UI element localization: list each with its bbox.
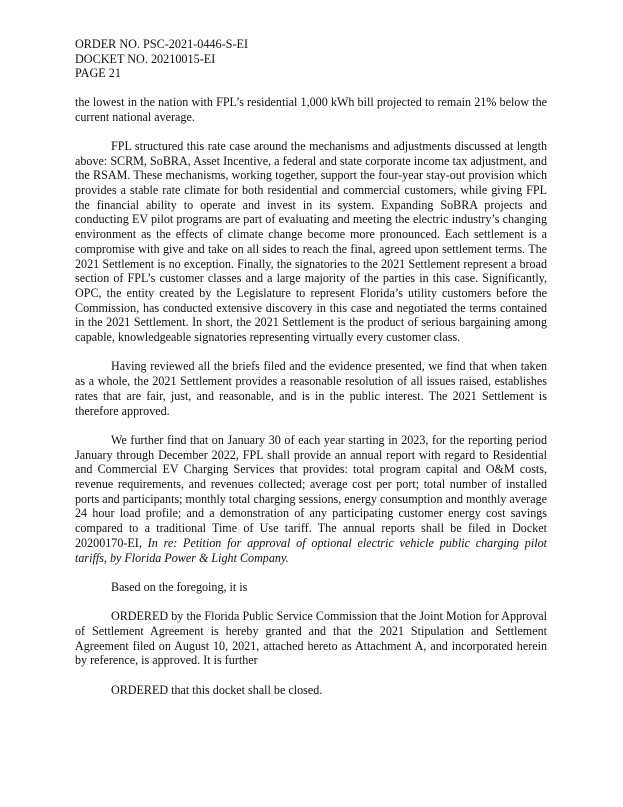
document-body xyxy=(75,95,547,712)
paragraph-ordered-motion: ORDERED by the Florida Public Service Commission that the Joint Motion for Approval of Settlement Agreement is hereby granted and that the 2021 Stipulation and Settlement Agreement filed on August 10, 2021, attached hereto as Attachment A, and incorporated herein by reference, is approved. It is further xyxy=(75,609,547,668)
paragraph-ordered-closed: ORDERED that this docket shall be closed. xyxy=(111,682,323,697)
ev-docket-citation: In re: Petition for approval of optional electric vehicle public charging pilot tariffs, by Florida Power & Light Company. xyxy=(75,535,547,565)
order-number: ORDER NO. PSC-2021-0446-S-EI xyxy=(75,37,248,51)
page-header xyxy=(75,37,248,81)
paragraph-rate-case-structure: FPL structured this rate case around the mechanisms and adjustments discussed at length above: SCRM, SoBRA, Asset Incentive, a federal and state corporate income tax adjustment, and the RSAM. These mechanisms, working together, support the four-year stay-out provision which provides a stable rate climate for both residential and commercial customers, while giving FPL the financial ability to operate and invest in its system. Expanding SoBRA projects and conducting EV pilot programs are part of evaluating and meeting the electric industry’s changing environment as the effects of climate change become more pronounced. Each settlement is a compromise with give and take on all sides to reach the final, agreed upon settlement terms. The 2021 Settlement is no exception. Finally, the signatories to the 2021 Settlement represent a broad section of FPL’s customer classes and a large majority of the parties in this case. Significantly, OPC, the entity created by the Legislature to represent Florida’s utility customers before the Commission, has conducted extensive discovery in this case and negotiated the terms contained in the 2021 Settlement. In short, the 2021 Settlement is the product of serious bargaining among capable, knowledgeable signatories representing virtually every customer class. xyxy=(75,138,547,345)
paragraph-foregoing: Based on the foregoing, it is xyxy=(111,579,248,594)
paragraph-ev-report xyxy=(75,433,547,565)
docket-number: DOCKET NO. 20210015-EI xyxy=(75,51,216,66)
paragraph-continuation: the lowest in the nation with FPL’s residential 1,000 kWh bill projected to remain 21% below the current national average. xyxy=(75,95,547,124)
ev-report-text: We further find that on January 30 of each year starting in 2023, for the reporting period January through December 2022, FPL shall provide an annual report with regard to Residential and Commercial EV Charging Services that provides: total program capital and O&M costs, revenue requirements, and revenues collected; average cost per port; total number of installed ports and participants; monthly total charging sessions, energy consumption and monthly average 24 hour load profile; and a demonstration of any participating customer energy cost savings compared to a traditional Time of Use tariff. The annual reports shall be filed in Docket 20200170-EI, xyxy=(75,432,547,550)
paragraph-settlement-approved: Having reviewed all the briefs filed and the evidence presented, we find that when taken as a whole, the 2021 Settlement provides a reasonable resolution of all issues raised, establishes rates that are fair, just, and reasonable, and is in the public interest. The 2021 Settlement is therefore approved. xyxy=(75,359,547,418)
page-number: PAGE 21 xyxy=(75,66,121,80)
